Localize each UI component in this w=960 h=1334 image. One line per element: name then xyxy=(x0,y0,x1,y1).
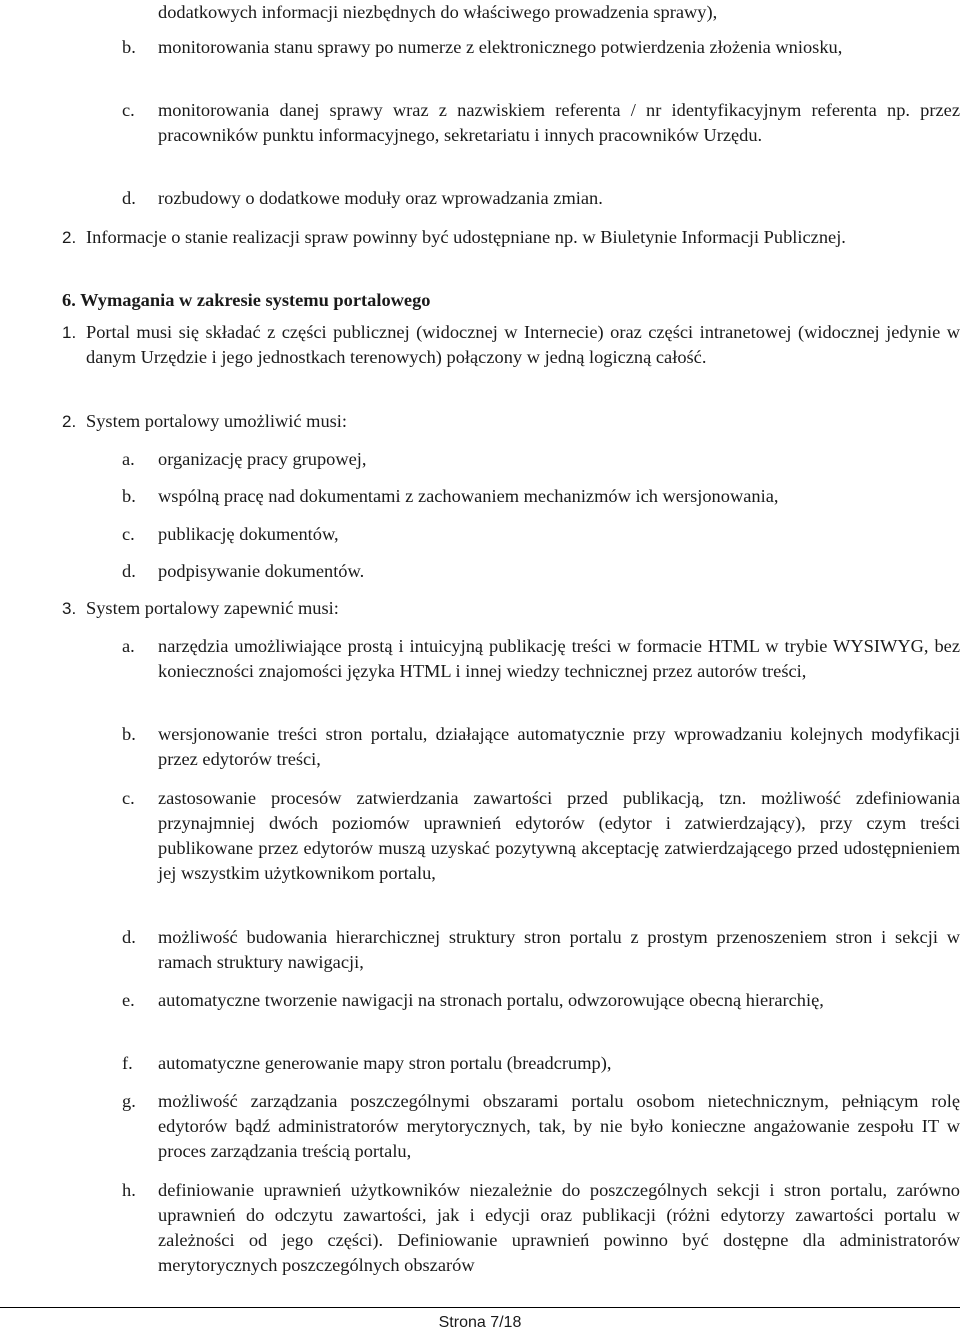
list-item-text: rozbudowy o dodatkowe moduły oraz wprowadzania zmian. xyxy=(158,188,603,208)
continuation-text: dodatkowych informacji niezbędnych do właściwego prowadzenia sprawy), xyxy=(158,2,718,22)
list-item-text: monitorowania danej sprawy wraz z nazwiskiem referenta / nr identyfikacyjnym referenta np. przez pracowników punktu informacyjnego, sekretariatu i innych pracowników Urzędu. xyxy=(158,100,960,145)
page-number: Strona 7/18 xyxy=(438,1314,522,1331)
list-marker: h. xyxy=(122,1180,136,1200)
footer-divider xyxy=(0,1307,960,1308)
list-marker: g. xyxy=(122,1091,136,1111)
list-item xyxy=(122,447,960,472)
point-marker: 3. xyxy=(62,599,77,618)
list-item xyxy=(122,722,960,772)
list-item xyxy=(122,925,960,975)
point-text: Informacje o stanie realizacji spraw powinny być udostępniane np. w Biuletynie Informacji Publicznej. xyxy=(86,227,846,247)
continuation-line xyxy=(158,0,960,25)
list-item xyxy=(122,186,960,211)
list-item xyxy=(122,522,960,547)
list-item xyxy=(122,35,960,60)
point-marker: 2. xyxy=(62,412,77,431)
point-text: System portalowy umożliwić musi: xyxy=(86,411,348,431)
point-text: System portalowy zapewnić musi: xyxy=(86,598,339,618)
list-item xyxy=(122,559,960,584)
list-item-text: narzędzia umożliwiające prostą i intuicyjną publikację treści w formacie HTML w trybie WYSIWYG, bez konieczności znajomości języka HTML i innej wiedzy technicznej przez autorów treści, xyxy=(158,636,960,681)
section-title: Wymagania w zakresie systemu portalowego xyxy=(80,290,431,310)
list-item-text: wspólną pracę nad dokumentami z zachowaniem mechanizmów ich wersjonowania, xyxy=(158,486,779,506)
list-item-text: automatyczne generowanie mapy stron portalu (breadcrump), xyxy=(158,1053,612,1073)
section-heading xyxy=(62,288,430,313)
numbered-point xyxy=(62,320,960,370)
list-item xyxy=(122,484,960,509)
list-marker: f. xyxy=(122,1053,133,1073)
list-item-text: definiowanie uprawnień użytkowników niezależnie do poszczególnych sekcji i stron portalu, zarówno uprawnień do odczytu zawartości, jak i edycji oraz publikacji (różni edytorzy zawartości portalu w zależności od jego części). Definiowanie uprawnień powinno być dostępne dla administratorów merytorycznych poszczególnych obszarów xyxy=(158,1180,960,1275)
list-marker: c. xyxy=(122,788,135,808)
list-item-text: podpisywanie dokumentów. xyxy=(158,561,365,581)
section-number: 6. xyxy=(62,290,76,310)
list-marker: e. xyxy=(122,990,135,1010)
list-marker: b. xyxy=(122,486,136,506)
list-item xyxy=(122,98,960,148)
point-marker: 1. xyxy=(62,323,77,342)
point-marker: 2. xyxy=(62,228,77,247)
list-marker: b. xyxy=(122,724,136,744)
list-item-text: zastosowanie procesów zatwierdzania zawartości przed publikacją, tzn. możliwość zdefiniowania przynajmniej dwóch poziomów uprawnień edytorów (edytor i zatwierdzający), przy czym treści publikowane przez edytorów muszą uzyskać pozytywną akceptację zatwierdzającego przed udostępnieniem jej wszystkim użytkownikom portalu, xyxy=(158,788,960,883)
list-item-text: możliwość budowania hierarchicznej struktury stron portalu z prostym przenoszeniem stron i sekcji w ramach struktury nawigacji, xyxy=(158,927,960,972)
list-item xyxy=(122,634,960,684)
list-marker: d. xyxy=(122,188,136,208)
list-item xyxy=(122,1178,960,1278)
list-marker: c. xyxy=(122,524,135,544)
list-marker: b. xyxy=(122,37,136,57)
numbered-point xyxy=(62,409,960,434)
numbered-point xyxy=(62,596,960,621)
point-text: Portal musi się składać z części publicznej (widocznej w Internecie) oraz części intranetowej (widocznej jedynie w danym Urzędzie i jego jednostkach terenowych) połączony w jedną logiczną całość. xyxy=(86,322,960,367)
list-item-text: monitorowania stanu sprawy po numerze z elektronicznego potwierdzenia złożenia wniosku, xyxy=(158,37,843,57)
list-item xyxy=(122,988,960,1013)
list-item-text: publikację dokumentów, xyxy=(158,524,339,544)
list-item-text: możliwość zarządzania poszczególnymi obszarami portalu osobom nietechnicznym, pełniącym rolę edytorów bądź administratorów merytorycznych, tak, by nie było konieczne angażowanie zespołu IT w proces zarządzania treścią portalu, xyxy=(158,1091,960,1161)
list-item xyxy=(122,786,960,886)
list-item xyxy=(122,1051,960,1076)
list-item-text: organizację pracy grupowej, xyxy=(158,449,367,469)
list-item-text: wersjonowanie treści stron portalu, działające automatycznie przy wprowadzaniu kolejnych modyfikacji przez edytorów treści, xyxy=(158,724,960,769)
numbered-point xyxy=(62,225,960,250)
list-marker: d. xyxy=(122,927,136,947)
list-item-text: automatyczne tworzenie nawigacji na stronach portalu, odwzorowujące obecną hierarchię, xyxy=(158,990,824,1010)
list-item xyxy=(122,1089,960,1164)
list-marker: a. xyxy=(122,449,135,469)
list-marker: a. xyxy=(122,636,135,656)
list-marker: c. xyxy=(122,100,135,120)
list-marker: d. xyxy=(122,561,136,581)
